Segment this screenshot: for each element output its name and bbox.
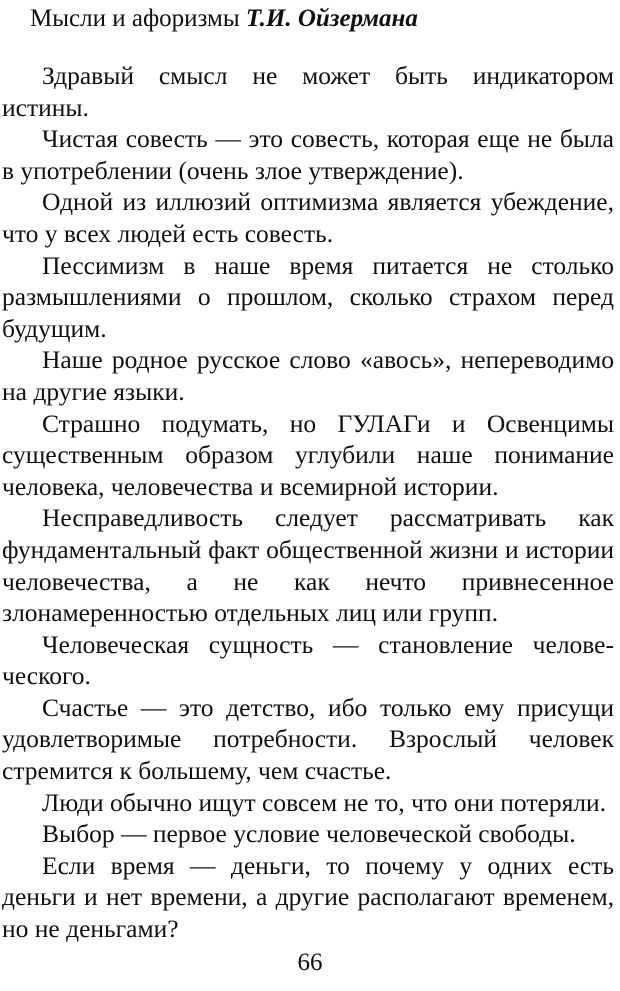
aphorism-paragraph: Наше родное русское слово «авось», непереводимо на другие языки. (2, 345, 614, 406)
aphorisms-text (2, 60, 614, 945)
aphorism-paragraph: Чистая совесть — это совесть, которая еще не была в употреблении (очень злое утверждение). (2, 124, 614, 185)
aphorism-paragraph: Страшно подумать, но ГУЛАГи и Освенцимы существенным образом углубили наше понимание человека, человечества и всемирной истории. (2, 408, 614, 501)
aphorism-paragraph: Несправедливость следует рассматривать как фундаментальный факт общественной жизни и истории человечества, а не как нечто привнесенное злонамеренностью отдельных лиц или групп. (2, 503, 614, 628)
aphorism-paragraph: Выбор — первое условие человеческой свободы. (42, 819, 576, 849)
running-header (30, 4, 600, 34)
header-author: Т.И. Ойзермана (245, 5, 418, 32)
aphorism-paragraph: Одной из иллюзий оптимизма является убеждение, что у всех людей есть совесть. (2, 187, 614, 248)
aphorism-paragraph: Люди обычно ищут совсем не то, что они потеряли. (42, 787, 607, 817)
aphorism-paragraph: Человеческая сущность — становление человеческого. (2, 629, 614, 691)
page-number: 66 (297, 949, 323, 976)
header-title: Мысли и афоризмы (30, 5, 246, 32)
aphorism-paragraph: Если время — деньги, то почему у одних есть деньги и нет времени, а другие располагают временем, но не деньгами? (2, 850, 614, 944)
aphorism-paragraph: Здравый смысл не может быть индикатором истины. (2, 61, 614, 122)
aphorism-paragraph: Пессимизм в наше время питается не столько размышлениями о прошлом, сколько страхом перед будущим. (2, 250, 614, 343)
aphorism-paragraph: Счастье — это детство, ибо только ему присущи удовлетворимые потребности. Взрослый человек стремится к большему, чем счастье. (2, 692, 614, 786)
